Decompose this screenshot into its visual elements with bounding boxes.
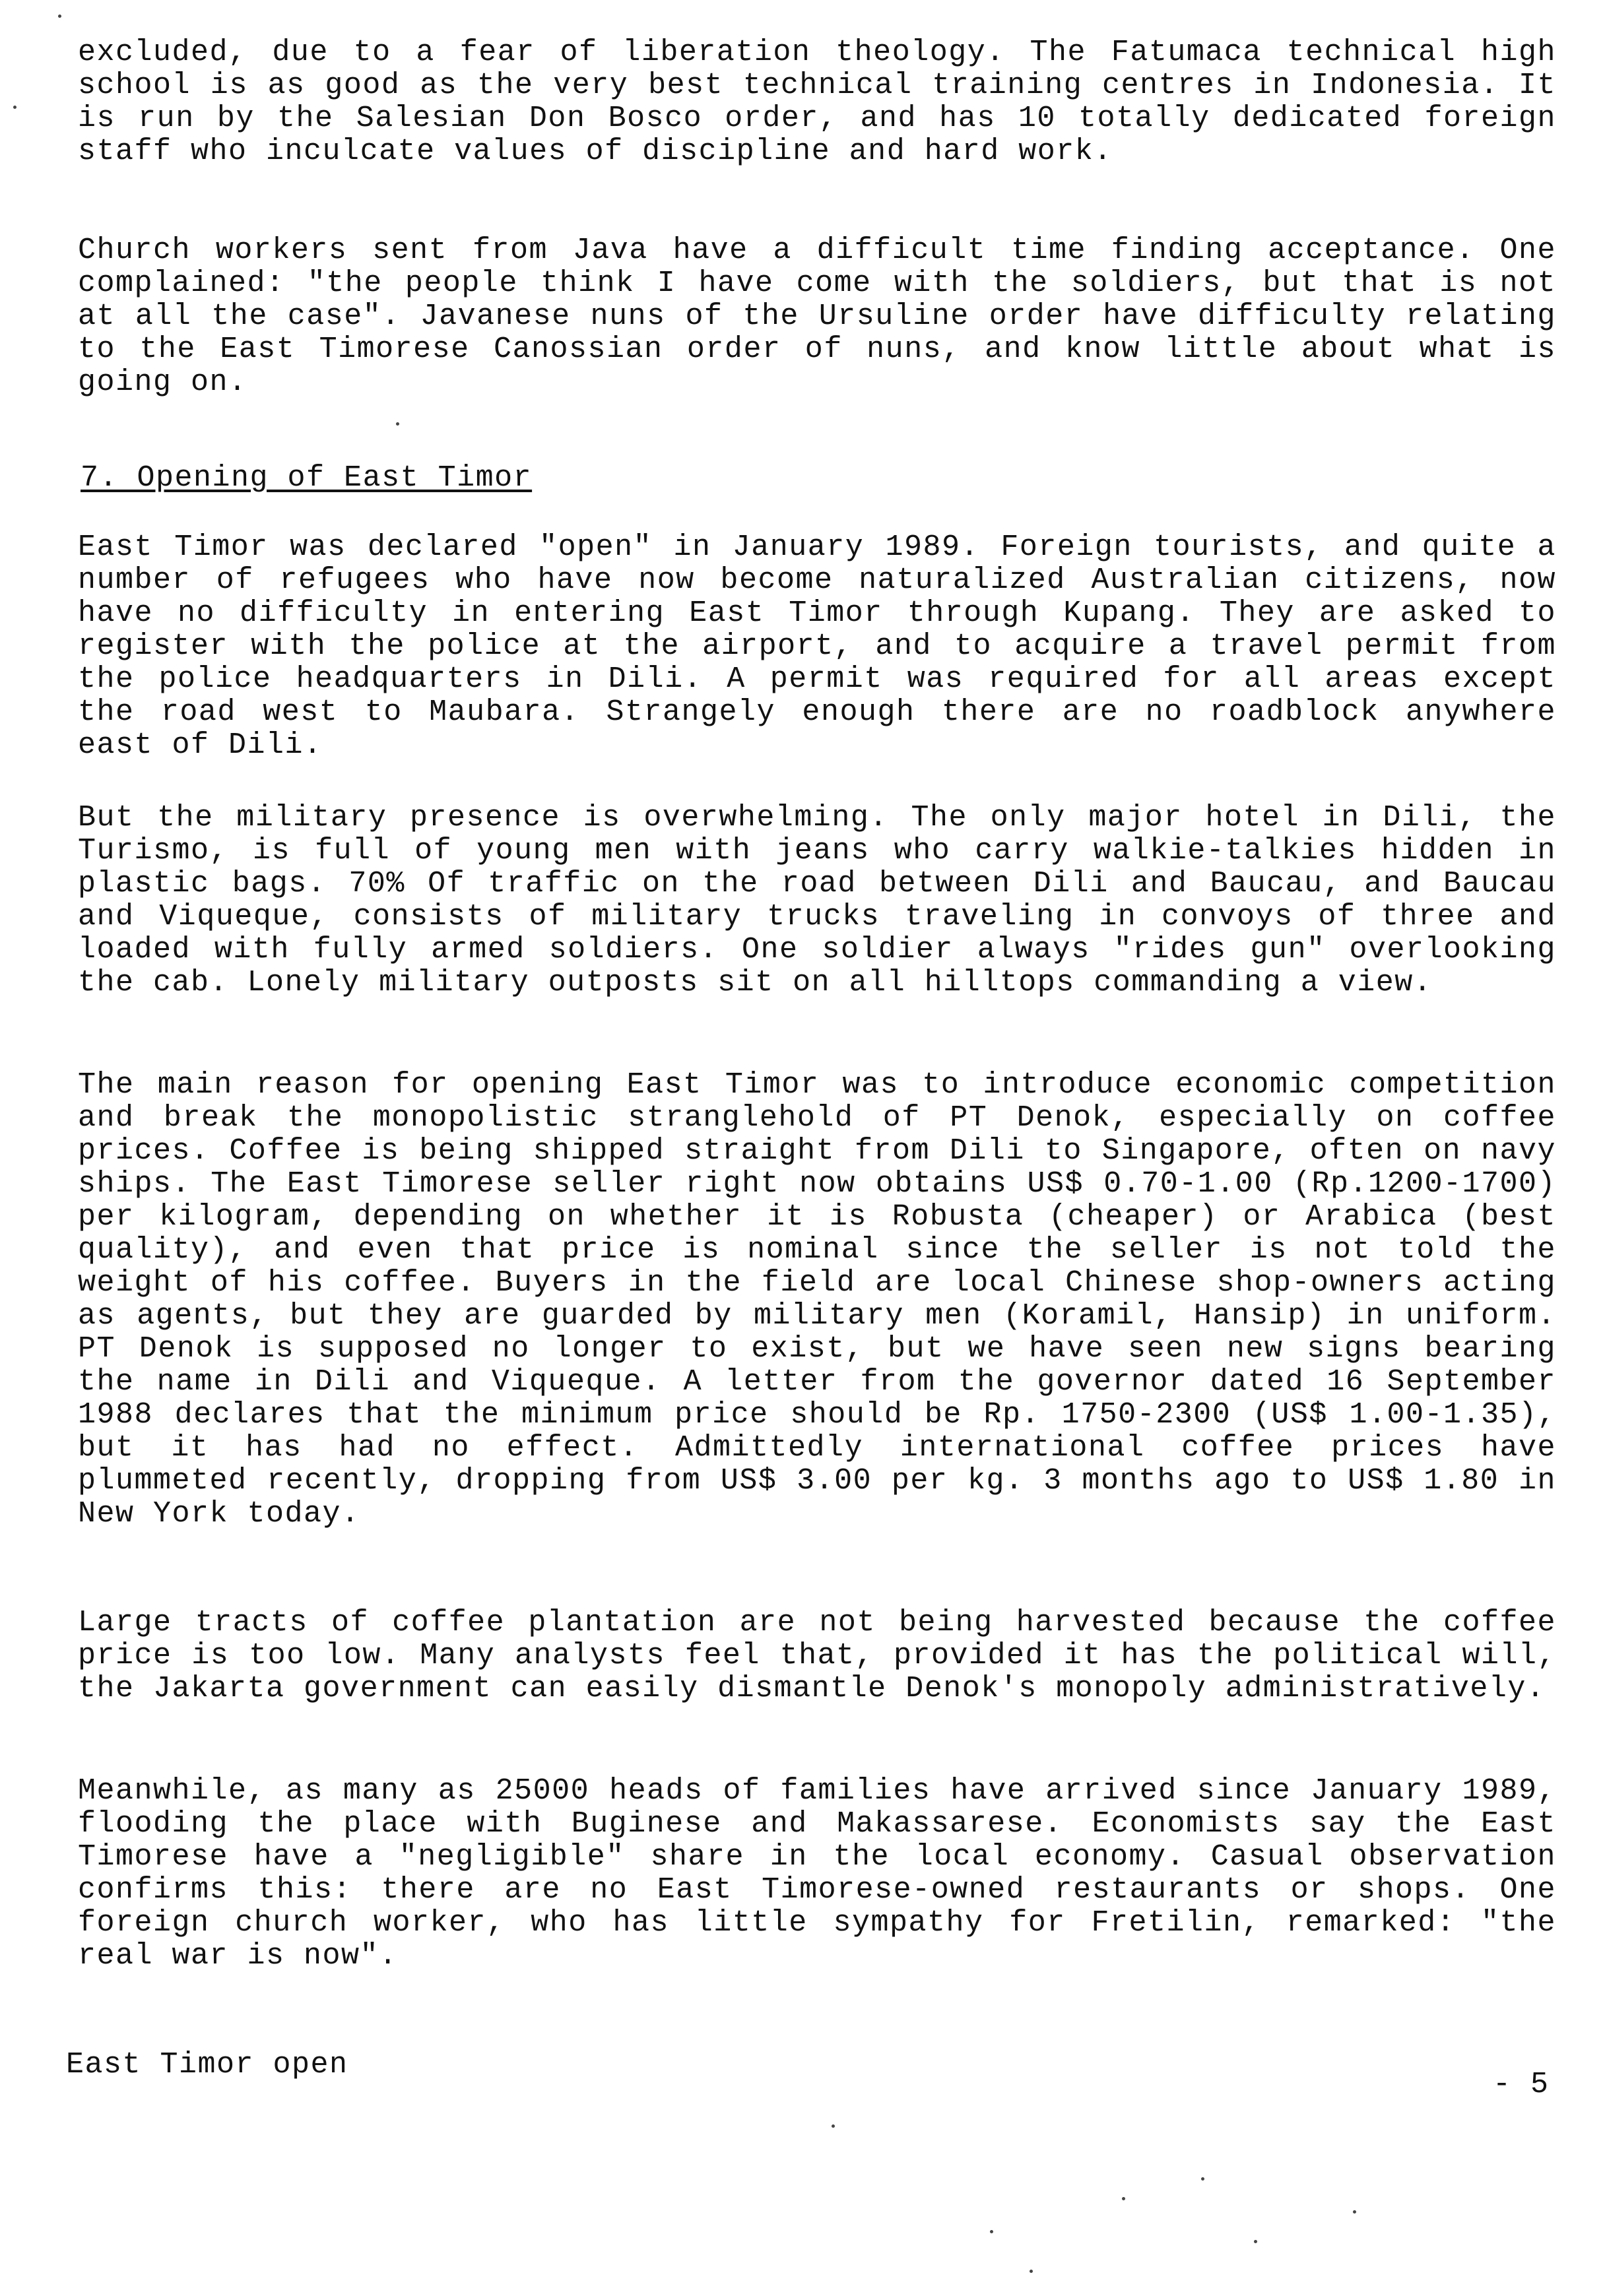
paragraph-settlers: Meanwhile, as many as 25000 heads of families have arrived since January 1989, flooding the place with Buginese and Makassarese. Economists say the East Timorese have a "negligible" share in the local economy. Casual observation confirms this: there are no East Timorese-owned restaurants or shops. One foreign church worker, who has little sympathy for Fretilin, remarked: "the real war is now". (78, 1774, 1556, 1973)
scan-speck (1353, 2210, 1356, 2214)
scan-speck (1254, 2240, 1257, 2243)
scan-speck (832, 2124, 835, 2128)
section-heading: 7. Opening of East Timor (81, 461, 533, 495)
scan-speck (396, 422, 399, 426)
paragraph-coffee-competition: The main reason for opening East Timor was to introduce economic competition and break the monopolistic stranglehold of PT Denok, especially on coffee prices. Coffee is being shipped straight from Dili to Singapore, often on navy ships. The East Timorese seller right now obtains US$ 0.70-1.00 (Rp.1200-1700) per kilogram, depending on whether it is Robusta (cheaper) or Arabica (best quality), and even that price is nominal since the seller is not told the weight of his coffee. Buyers in the field are local Chinese shop-owners acting as agents, but they are guarded by military men (Koramil, Hansip) in uniform. PT Denok is supposed no longer to exist, but we have seen new signs bearing the name in Dili and Viqueque. A letter from the governor dated 16 September 1988 declares that the minimum price should be Rp. 1750-2300 (US$ 1.00-1.35), but it has had no effect. Admittedly international coffee prices have plummeted recently, dropping from US$ 3.00 per kg. 3 months ago to US$ 1.80 in New York today. (78, 1068, 1556, 1531)
scan-speck (1030, 2270, 1033, 2273)
paragraph-declared-open: East Timor was declared "open" in January 1989. Foreign tourists, and quite a number of refugees who have now become naturalized Australian citizens, now have no difficulty in entering East Timor through Kupang. They are asked to register with the police at the airport, and to acquire a travel permit from the police headquarters in Dili. A permit was required for all areas except the road west to Maubara. Strangely enough there are no roadblock anywhere east of Dili. (78, 530, 1556, 762)
page-number: - 5 (1493, 2068, 1550, 2101)
paragraph-coffee-plantations: Large tracts of coffee plantation are not being harvested because the coffee price is too low. Many analysts feel that, provided it has the political will, the Jakarta government can easily dismantle Denok's monopoly administratively. (78, 1606, 1556, 1706)
scan-speck (58, 15, 61, 18)
paragraph-church-workers: Church workers sent from Java have a difficult time finding acceptance. One complained: "the people think I have come with the soldiers, but that is not at all the case". Javanese nuns of the Ursuline order have difficulty relating to the East Timorese Canossian order of nuns, and know little about what is going on. (78, 234, 1556, 399)
scan-speck (990, 2230, 993, 2233)
paragraph-military-presence: But the military presence is overwhelming. The only major hotel in Dili, the Turismo, is full of young men with jeans who carry walkie-talkies hidden in plastic bags. 70% Of traffic on the road between Dili and Baucau, and Baucau and Viqueque, consists of military trucks traveling in convoys of three and loaded with fully armed soldiers. One soldier always "rides gun" overlooking the cab. Lonely military outposts sit on all hilltops commanding a view. (78, 801, 1556, 1000)
scan-speck (1122, 2197, 1125, 2200)
scan-speck (1201, 2177, 1204, 2181)
scan-speck (13, 106, 16, 109)
footer-title: East Timor open (66, 2048, 348, 2082)
paragraph-fatumaca: excluded, due to a fear of liberation theology. The Fatumaca technical high school is as good as the very best technical training centres in Indonesia. It is run by the Salesian Don Bosco order, and has 10 totally dedicated foreign staff who inculcate values of discipline and hard work. (78, 36, 1556, 168)
